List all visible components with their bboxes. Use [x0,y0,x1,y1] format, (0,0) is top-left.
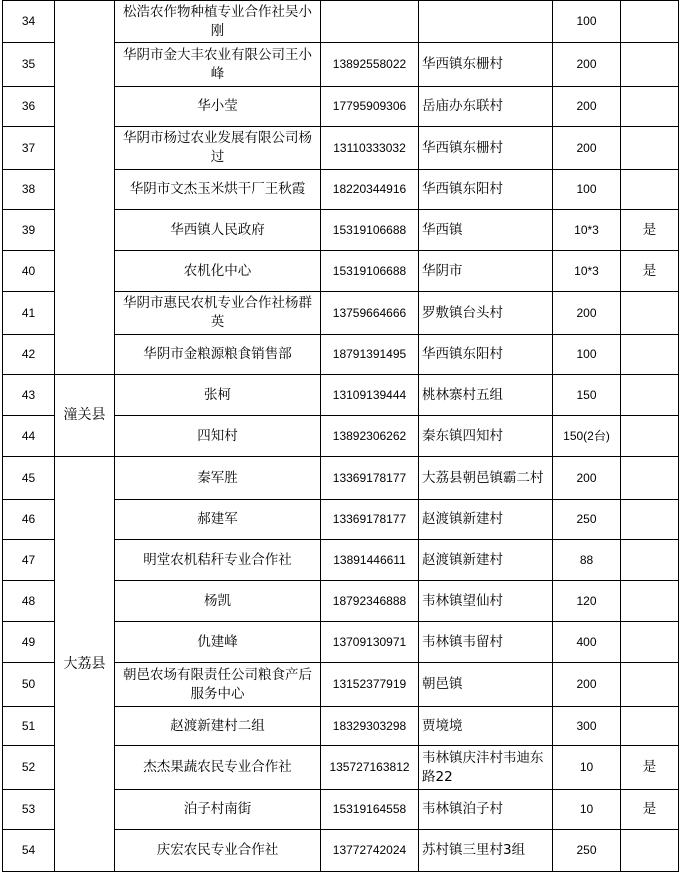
phone-cell: 13369178177 [321,500,419,540]
flag-cell [621,416,679,457]
phone-cell: 15319106688 [321,251,419,292]
quantity-cell: 10*3 [553,210,621,251]
row-number: 53 [3,790,55,830]
county-cell [55,1,115,375]
address-cell: 华西镇 [419,210,553,251]
row-number: 48 [3,581,55,622]
address-cell: 苏村镇三里村3组 [419,830,553,872]
name-cell: 华阴市杨过农业发展有限公司杨过 [115,127,321,170]
address-cell: 韦林镇韦留村 [419,622,553,663]
address-cell: 岳庙办东联村 [419,87,553,127]
flag-cell [621,500,679,540]
row-number: 49 [3,622,55,663]
name-cell: 华阴市文杰玉米烘干厂王秋霞 [115,170,321,210]
address-cell: 华西镇东栅村 [419,127,553,170]
phone-cell: 15319106688 [321,210,419,251]
flag-cell [621,87,679,127]
name-cell: 赵渡新建村二组 [115,707,321,746]
flag-cell [621,1,679,43]
phone-cell: 13892306262 [321,416,419,457]
row-number: 41 [3,292,55,335]
address-cell [419,1,553,43]
name-cell: 四知村 [115,416,321,457]
table-row [3,1,679,43]
flag-cell: 是 [621,251,679,292]
flag-cell [621,170,679,210]
phone-cell: 135727163812 [321,746,419,790]
name-cell: 仇建峰 [115,622,321,663]
name-cell: 杨凯 [115,581,321,622]
quantity-cell: 100 [553,1,621,43]
quantity-cell: 200 [553,292,621,335]
name-cell: 华小莹 [115,87,321,127]
phone-cell: 18791391495 [321,335,419,375]
flag-cell: 是 [621,210,679,251]
phone-cell: 13152377919 [321,663,419,707]
flag-cell [621,581,679,622]
table-body [3,1,679,872]
row-number: 38 [3,170,55,210]
phone-cell: 13892558022 [321,43,419,87]
row-number: 45 [3,457,55,500]
name-cell: 松浩农作物种植专业合作社吴小刚 [115,1,321,43]
data-table [2,0,679,872]
address-cell: 朝邑镇 [419,663,553,707]
quantity-cell: 300 [553,707,621,746]
flag-cell [621,663,679,707]
phone-cell: 18220344916 [321,170,419,210]
phone-cell: 17795909306 [321,87,419,127]
flag-cell [621,43,679,87]
row-number: 44 [3,416,55,457]
name-cell: 华西镇人民政府 [115,210,321,251]
address-cell: 大荔县朝邑镇霸二村 [419,457,553,500]
name-cell: 华阴市金粮源粮食销售部 [115,335,321,375]
address-cell: 韦林镇望仙村 [419,581,553,622]
quantity-cell: 150 [553,375,621,416]
name-cell: 张柯 [115,375,321,416]
quantity-cell: 100 [553,170,621,210]
quantity-cell: 10 [553,790,621,830]
phone-cell: 13709130971 [321,622,419,663]
row-number: 39 [3,210,55,251]
phone-cell: 13369178177 [321,457,419,500]
flag-cell [621,375,679,416]
name-cell: 明堂农机秸秆专业合作社 [115,540,321,581]
quantity-cell: 200 [553,663,621,707]
flag-cell [621,292,679,335]
row-number: 42 [3,335,55,375]
phone-cell: 18792346888 [321,581,419,622]
quantity-cell: 200 [553,43,621,87]
row-number: 50 [3,663,55,707]
phone-cell [321,1,419,43]
address-cell: 罗敷镇台头村 [419,292,553,335]
address-cell: 贾境境 [419,707,553,746]
phone-cell: 13109139444 [321,375,419,416]
flag-cell [621,127,679,170]
address-cell: 秦东镇四知村 [419,416,553,457]
phone-cell: 13772742024 [321,830,419,872]
address-cell: 桃林寨村五组 [419,375,553,416]
row-number: 34 [3,1,55,43]
quantity-cell: 150(2台) [553,416,621,457]
row-number: 40 [3,251,55,292]
quantity-cell: 400 [553,622,621,663]
quantity-cell: 250 [553,830,621,872]
quantity-cell: 250 [553,500,621,540]
row-number: 46 [3,500,55,540]
county-cell: 潼关县 [55,375,115,457]
row-number: 35 [3,43,55,87]
name-cell: 泊子村南街 [115,790,321,830]
row-number: 52 [3,746,55,790]
flag-cell [621,540,679,581]
phone-cell: 15319164558 [321,790,419,830]
name-cell: 朝邑农场有限责任公司粮食产后服务中心 [115,663,321,707]
row-number: 47 [3,540,55,581]
address-cell: 华西镇东阳村 [419,335,553,375]
name-cell: 农机化中心 [115,251,321,292]
name-cell: 郝建军 [115,500,321,540]
phone-cell: 13110333032 [321,127,419,170]
phone-cell: 18329303298 [321,707,419,746]
quantity-cell: 100 [553,335,621,375]
row-number: 36 [3,87,55,127]
quantity-cell: 120 [553,581,621,622]
flag-cell: 是 [621,790,679,830]
address-cell: 韦林镇泊子村 [419,790,553,830]
address-cell: 华阴市 [419,251,553,292]
address-cell: 华西镇东阳村 [419,170,553,210]
quantity-cell: 10*3 [553,251,621,292]
quantity-cell: 200 [553,87,621,127]
flag-cell: 是 [621,746,679,790]
flag-cell [621,457,679,500]
row-number: 37 [3,127,55,170]
row-number: 43 [3,375,55,416]
county-cell: 大荔县 [55,457,115,872]
flag-cell [621,830,679,872]
quantity-cell: 200 [553,127,621,170]
name-cell: 杰杰果蔬农民专业合作社 [115,746,321,790]
table-row [3,375,679,416]
quantity-cell: 10 [553,746,621,790]
table-row [3,457,679,500]
row-number: 51 [3,707,55,746]
flag-cell [621,335,679,375]
phone-cell: 13891446611 [321,540,419,581]
name-cell: 华阴市金大丰农业有限公司王小峰 [115,43,321,87]
address-cell: 赵渡镇新建村 [419,500,553,540]
name-cell: 秦军胜 [115,457,321,500]
quantity-cell: 200 [553,457,621,500]
address-cell: 韦林镇庆沣村韦迪东路22 [419,746,553,790]
flag-cell [621,707,679,746]
address-cell: 华西镇东栅村 [419,43,553,87]
row-number: 54 [3,830,55,872]
address-cell: 赵渡镇新建村 [419,540,553,581]
name-cell: 庆宏农民专业合作社 [115,830,321,872]
quantity-cell: 88 [553,540,621,581]
flag-cell [621,622,679,663]
name-cell: 华阴市惠民农机专业合作社杨群英 [115,292,321,335]
phone-cell: 13759664666 [321,292,419,335]
